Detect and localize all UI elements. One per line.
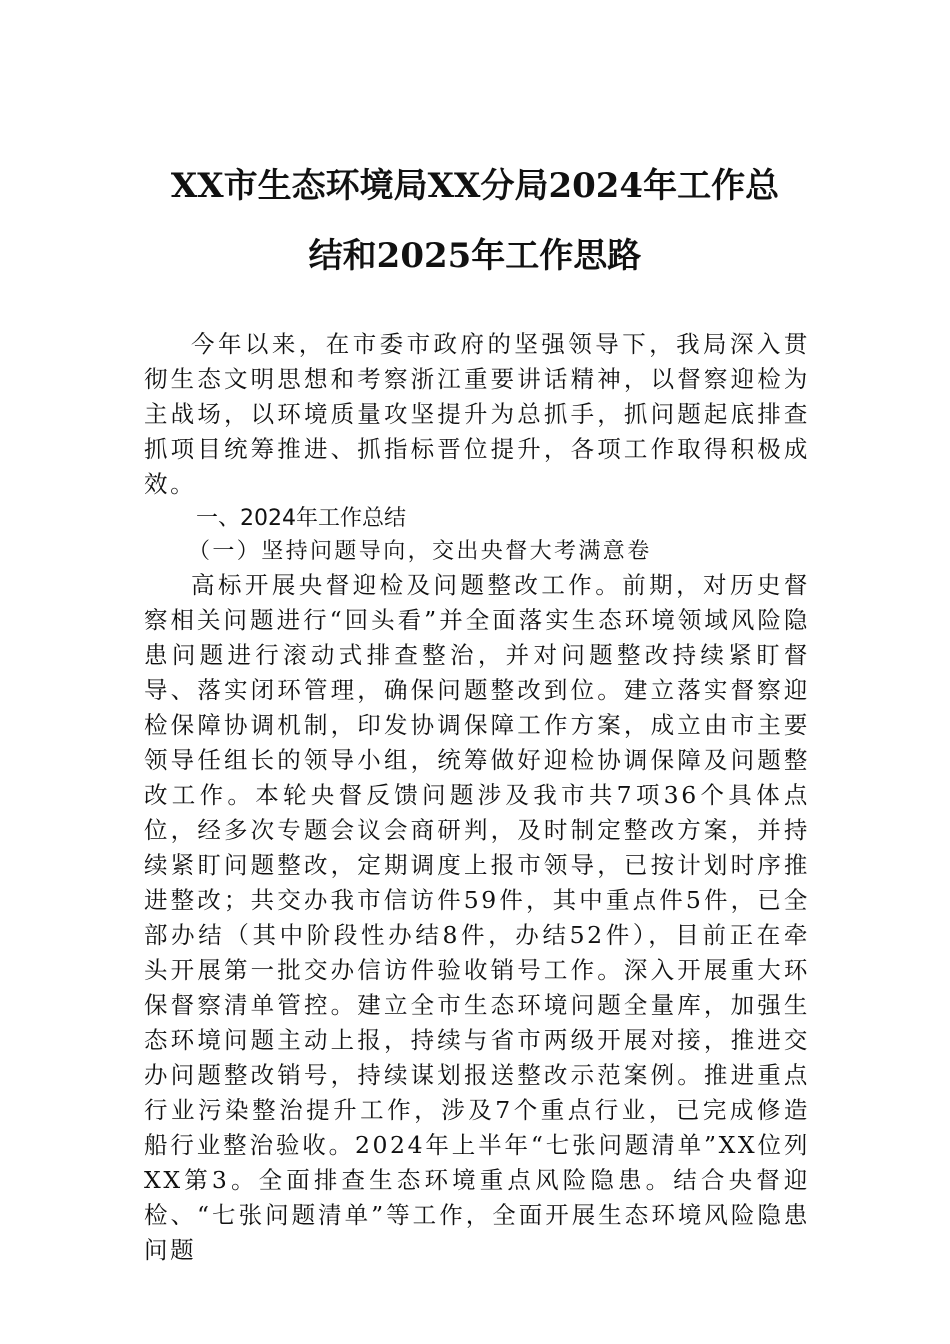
subsection-body-paragraph: 高标开展央督迎检及问题整改工作。前期，对历史督察相关问题进行“回头看”并全面落实生态环境领域风险隐患问题进行滚动式排查整治，并对问题整改持续紧盯督导、落实闭环管理，确保问题整改到位。建立落实督察迎检保障协调机制，印发协调保障工作方案，成立由市主要领导任组长的领导小组，统筹做好迎检协调保障及问题整改工作。本轮央督反馈问题涉及我市共7项36个具体点位，经多次专题会议会商研判，及时制定整改方案，并持续紧盯问题整改，定期调度上报市领导，已按计划时序推进整改；共交办我市信访件59件，其中重点件5件，已全部办结（其中阶段性办结8件，办结52件），目前正在牵头开展第一批交办信访件验收销号工作。深入开展重大环保督察清单管控。建立全市生态环境问题全量库，加强生态环境问题主动上报，持续与省市两级开展对接，推进交办问题整改销号，持续谋划报送整改示范案例。推进重点行业污染整治提升工作，涉及7个重点行业，已完成修造船行业整治验收。2024年上半年“七张问题清单”XX位列XX第3。全面排查生态环境重点风险隐患。结合央督迎检、“七张问题清单”等工作，全面开展生态环境风险隐患问题 (144, 571, 810, 1264)
intro-paragraph: 今年以来，在市委市政府的坚强领导下，我局深入贯彻生态文明思想和考察浙江重要讲话精神，以督察迎检为主战场，以环境质量攻坚提升为总抓手，抓问题起底排查抓项目统筹推进、抓指标晋位提升，各项工作取得积极成效。 (144, 330, 810, 498)
subsection-heading: （一）坚持问题导向，交出央督大考满意卷 (188, 539, 652, 564)
section-heading: 一、2024年工作总结 (196, 506, 406, 531)
intro-paragraph-block (144, 327, 810, 502)
document-title-line-2: 结和2025年工作思路 (308, 236, 642, 276)
document-title-line-1: XX市生态环境局XX分局2024年工作总 (170, 166, 780, 206)
subsection-body-block (144, 568, 810, 1268)
